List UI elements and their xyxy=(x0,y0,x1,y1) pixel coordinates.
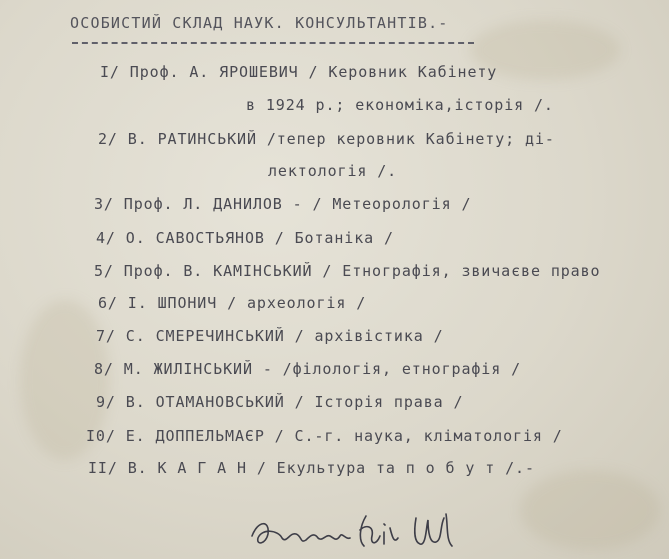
list-item-2: 2/ В. РАТИНСЬКИЙ /тепер керовник Кабінету; ді- xyxy=(98,130,555,148)
list-item-5: 5/ Проф. В. КАМІНСЬКИЙ / Етнографія, звичаєве право xyxy=(94,262,601,280)
list-item-11: ІІ/ В. К А Г А Н / Екультура та п о б у т /.- xyxy=(88,459,535,477)
list-item-1: І/ Проф. А. ЯРОШЕВИЧ / Керовник Кабінету xyxy=(100,63,498,81)
document-heading: ОСОБИСТИЙ СКЛАД НАУК. КОНСУЛЬТАНТІВ.- xyxy=(70,14,449,32)
list-item-6: 6/ І. ШПОНИЧ / археологія / xyxy=(98,294,367,312)
list-item-1-continuation: в 1924 р.; економіка,історія /. xyxy=(246,96,554,114)
list-item-3: 3/ Проф. Л. ДАНИЛОВ - / Метеорологія / xyxy=(94,195,472,213)
signature-scribble-icon xyxy=(248,506,468,554)
handwritten-signature xyxy=(248,506,468,554)
list-item-2-continuation: лектологія /. xyxy=(268,162,398,180)
list-item-9: 9/ В. ОТАМАНОВСЬКИЙ / Історія права / xyxy=(96,393,464,411)
list-item-7: 7/ С. СМЕРЕЧИНСЬКИЙ / архівістика / xyxy=(96,327,444,345)
heading-underline xyxy=(72,42,474,44)
list-item-4: 4/ О. САВОСТЬЯНОВ / Ботаніка / xyxy=(96,229,394,247)
list-item-8: 8/ М. ЖИЛІНСЬКИЙ - /філологія, етнографія / xyxy=(94,360,522,378)
paper-stain xyxy=(520,470,660,550)
list-item-10: І0/ Е. ДОППЕЛЬМАЄР / С.-г. наука, кліматологія / xyxy=(86,427,563,445)
